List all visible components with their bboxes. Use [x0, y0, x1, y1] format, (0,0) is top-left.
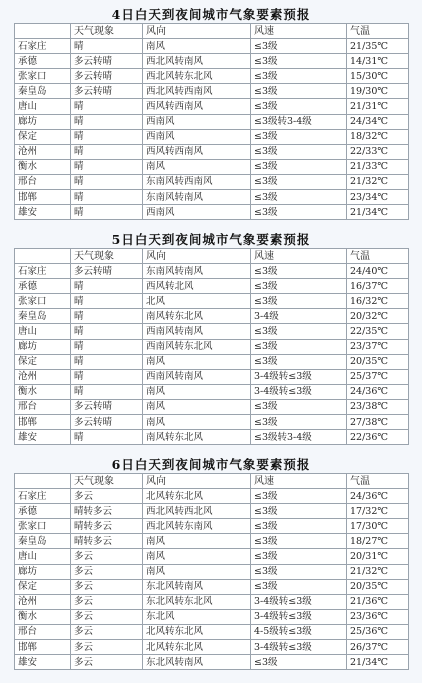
table-cell: 北风: [143, 294, 251, 309]
table-cell: 东南风转西南风: [143, 174, 251, 189]
table-cell: ≤3级转3-4级: [251, 114, 347, 129]
table-row: [15, 264, 409, 279]
table-cell: 雄安: [15, 205, 71, 220]
forecast-table: [14, 23, 409, 220]
table-cell: 唐山: [15, 549, 71, 564]
table-cell: ≤3级: [251, 504, 347, 519]
table-cell: 17/32℃: [347, 504, 409, 519]
table-cell: 南风转东北风: [143, 430, 251, 445]
table-cell: 西南风转东北风: [143, 339, 251, 354]
table-cell: 多云: [71, 655, 143, 670]
table-cell: 衡水: [15, 159, 71, 174]
table-cell: 晴: [71, 294, 143, 309]
table-cell: ≤3级: [251, 264, 347, 279]
table-row: [15, 549, 409, 564]
table-row: [15, 609, 409, 624]
table-cell: 多云: [71, 624, 143, 639]
table-cell: 晴: [71, 369, 143, 384]
table-row: [15, 309, 409, 324]
table-cell: 多云: [71, 564, 143, 579]
table-cell: 张家口: [15, 519, 71, 534]
table-cell: 多云: [71, 579, 143, 594]
table-cell: 晴: [71, 324, 143, 339]
table-cell: 南风: [143, 159, 251, 174]
table-cell: 南风: [143, 39, 251, 54]
table-cell: 20/32℃: [347, 309, 409, 324]
table-cell: 21/34℃: [347, 205, 409, 220]
day-block-5: [14, 231, 408, 445]
table-cell: 22/35℃: [347, 324, 409, 339]
table-cell: 西北风转东南风: [143, 519, 251, 534]
table-cell: 20/31℃: [347, 549, 409, 564]
table-cell: ≤3级: [251, 174, 347, 189]
table-row: [15, 114, 409, 129]
table-row: [15, 489, 409, 504]
table-cell: 沧州: [15, 369, 71, 384]
table-cell: 24/36℃: [347, 384, 409, 399]
table-cell: 邢台: [15, 174, 71, 189]
table-cell: ≤3级转3-4级: [251, 430, 347, 445]
table-cell: ≤3级: [251, 354, 347, 369]
table-cell: 多云: [71, 609, 143, 624]
table-row: [15, 129, 409, 144]
table-cell: 24/36℃: [347, 489, 409, 504]
table-cell: 晴: [71, 430, 143, 445]
table-row: [15, 594, 409, 609]
table-cell: 石家庄: [15, 264, 71, 279]
table-cell: ≤3级: [251, 294, 347, 309]
table-cell: 晴: [71, 39, 143, 54]
column-header: 风向: [143, 24, 251, 39]
table-cell: 3-4级转≤3级: [251, 640, 347, 655]
table-cell: 南风: [143, 564, 251, 579]
table-cell: 晴: [71, 339, 143, 354]
table-cell: 16/32℃: [347, 294, 409, 309]
table-cell: 西风转西南风: [143, 99, 251, 114]
table-cell: ≤3级: [251, 564, 347, 579]
table-cell: 3-4级转≤3级: [251, 384, 347, 399]
column-header: 天气现象: [71, 474, 143, 489]
table-row: [15, 504, 409, 519]
table-cell: 石家庄: [15, 39, 71, 54]
table-cell: 邢台: [15, 399, 71, 414]
table-row: [15, 624, 409, 639]
table-cell: 北风转东北风: [143, 489, 251, 504]
table-cell: 西北风转东北风: [143, 69, 251, 84]
table-cell: 20/35℃: [347, 579, 409, 594]
table-cell: 多云: [71, 640, 143, 655]
column-header: 天气现象: [71, 24, 143, 39]
column-header: 天气现象: [71, 249, 143, 264]
table-cell: 17/30℃: [347, 519, 409, 534]
table-cell: 22/33℃: [347, 144, 409, 159]
table-cell: 24/40℃: [347, 264, 409, 279]
table-cell: ≤3级: [251, 54, 347, 69]
table-cell: 21/33℃: [347, 159, 409, 174]
table-cell: 南风转东北风: [143, 309, 251, 324]
table-cell: 晴: [71, 144, 143, 159]
table-cell: 西风转西南风: [143, 144, 251, 159]
table-cell: 26/37℃: [347, 640, 409, 655]
table-cell: 西南风: [143, 205, 251, 220]
table-cell: 晴: [71, 159, 143, 174]
table-cell: 3-4级转≤3级: [251, 594, 347, 609]
table-cell: 晴: [71, 354, 143, 369]
column-header: [15, 249, 71, 264]
table-cell: 3-4级转≤3级: [251, 369, 347, 384]
table-cell: 西北风转南风: [143, 54, 251, 69]
table-cell: ≤3级: [251, 129, 347, 144]
table-cell: 多云转晴: [71, 84, 143, 99]
table-cell: 晴: [71, 190, 143, 205]
table-cell: 晴: [71, 279, 143, 294]
table-row: [15, 174, 409, 189]
table-cell: 21/35℃: [347, 39, 409, 54]
column-header: 风速: [251, 249, 347, 264]
table-cell: 21/31℃: [347, 99, 409, 114]
table-cell: 保定: [15, 129, 71, 144]
table-row: [15, 99, 409, 114]
table-cell: 南风: [143, 399, 251, 414]
table-cell: 廊坊: [15, 114, 71, 129]
table-cell: 21/36℃: [347, 594, 409, 609]
table-cell: 唐山: [15, 324, 71, 339]
table-cell: 秦皇岛: [15, 309, 71, 324]
table-cell: 晴转多云: [71, 504, 143, 519]
table-cell: 承德: [15, 279, 71, 294]
table-cell: 邢台: [15, 624, 71, 639]
table-cell: ≤3级: [251, 489, 347, 504]
table-cell: 晴转多云: [71, 534, 143, 549]
table-cell: 北风转东北风: [143, 640, 251, 655]
column-header: 气温: [347, 474, 409, 489]
table-cell: 东北风转南风: [143, 579, 251, 594]
table-cell: 保定: [15, 354, 71, 369]
table-cell: 石家庄: [15, 489, 71, 504]
table-cell: 南风: [143, 534, 251, 549]
table-row: [15, 69, 409, 84]
table-cell: 晴转多云: [71, 519, 143, 534]
table-row: [15, 579, 409, 594]
table-cell: 南风: [143, 549, 251, 564]
table-cell: 南风: [143, 384, 251, 399]
day-block-6: [14, 456, 408, 670]
table-header-row: [15, 474, 409, 489]
table-cell: 西南风: [143, 114, 251, 129]
column-header: [15, 474, 71, 489]
table-cell: 23/37℃: [347, 339, 409, 354]
table-cell: 晴: [71, 174, 143, 189]
table-cell: 21/32℃: [347, 564, 409, 579]
table-row: [15, 640, 409, 655]
table-cell: ≤3级: [251, 415, 347, 430]
table-row: [15, 84, 409, 99]
table-cell: 24/34℃: [347, 114, 409, 129]
table-cell: ≤3级: [251, 339, 347, 354]
table-cell: 多云转晴: [71, 264, 143, 279]
table-row: [15, 384, 409, 399]
table-row: [15, 294, 409, 309]
table-row: [15, 144, 409, 159]
table-cell: 承德: [15, 504, 71, 519]
table-cell: 南风: [143, 415, 251, 430]
table-cell: 23/38℃: [347, 399, 409, 414]
table-row: [15, 534, 409, 549]
table-cell: 15/30℃: [347, 69, 409, 84]
table-cell: ≤3级: [251, 519, 347, 534]
table-row: [15, 564, 409, 579]
table-row: [15, 519, 409, 534]
table-cell: 沧州: [15, 594, 71, 609]
table-cell: ≤3级: [251, 144, 347, 159]
table-row: [15, 655, 409, 670]
table-cell: 北风转东北风: [143, 624, 251, 639]
table-cell: 张家口: [15, 294, 71, 309]
table-cell: 19/30℃: [347, 84, 409, 99]
forecast-table: [14, 473, 409, 670]
table-cell: ≤3级: [251, 549, 347, 564]
table-row: [15, 205, 409, 220]
table-cell: ≤3级: [251, 399, 347, 414]
table-cell: 多云: [71, 489, 143, 504]
table-cell: 西南风: [143, 129, 251, 144]
day-title: 4日白天到夜间城市气象要素预报: [111, 7, 311, 22]
table-row: [15, 324, 409, 339]
table-cell: 23/36℃: [347, 609, 409, 624]
column-header: [15, 24, 71, 39]
forecast-table: [14, 248, 409, 445]
table-cell: 邯郸: [15, 640, 71, 655]
day-block-4: [14, 6, 408, 220]
table-cell: 晴: [71, 205, 143, 220]
table-cell: 22/36℃: [347, 430, 409, 445]
table-cell: ≤3级: [251, 279, 347, 294]
table-row: [15, 190, 409, 205]
table-cell: 西风转北风: [143, 279, 251, 294]
table-cell: ≤3级: [251, 579, 347, 594]
table-cell: 21/34℃: [347, 655, 409, 670]
table-header-row: [15, 249, 409, 264]
table-row: [15, 354, 409, 369]
table-cell: 晴: [71, 129, 143, 144]
table-cell: 西北风转西南风: [143, 84, 251, 99]
table-cell: 16/37℃: [347, 279, 409, 294]
column-header: 气温: [347, 249, 409, 264]
table-cell: 邯郸: [15, 190, 71, 205]
table-cell: 廊坊: [15, 564, 71, 579]
table-cell: ≤3级: [251, 39, 347, 54]
table-cell: 张家口: [15, 69, 71, 84]
table-cell: 东南风转南风: [143, 190, 251, 205]
table-cell: 14/31℃: [347, 54, 409, 69]
table-cell: ≤3级: [251, 324, 347, 339]
table-cell: ≤3级: [251, 190, 347, 205]
table-cell: ≤3级: [251, 99, 347, 114]
table-row: [15, 415, 409, 430]
table-cell: 20/35℃: [347, 354, 409, 369]
table-cell: 秦皇岛: [15, 534, 71, 549]
table-cell: ≤3级: [251, 69, 347, 84]
table-cell: 多云转晴: [71, 415, 143, 430]
table-cell: 邯郸: [15, 415, 71, 430]
table-cell: 25/36℃: [347, 624, 409, 639]
column-header: 风向: [143, 474, 251, 489]
table-cell: 秦皇岛: [15, 84, 71, 99]
table-cell: 27/38℃: [347, 415, 409, 430]
table-cell: 晴: [71, 309, 143, 324]
table-cell: 多云: [71, 594, 143, 609]
table-cell: 东南风转南风: [143, 264, 251, 279]
table-cell: 多云转晴: [71, 54, 143, 69]
table-header-row: [15, 24, 409, 39]
table-cell: 西南风转南风: [143, 324, 251, 339]
table-row: [15, 54, 409, 69]
table-row: [15, 339, 409, 354]
table-cell: 东北风: [143, 609, 251, 624]
table-cell: ≤3级: [251, 205, 347, 220]
table-row: [15, 399, 409, 414]
table-cell: 晴: [71, 384, 143, 399]
table-cell: 南风: [143, 354, 251, 369]
table-row: [15, 369, 409, 384]
table-cell: 21/32℃: [347, 174, 409, 189]
table-cell: 东北风转南风: [143, 655, 251, 670]
table-cell: 衡水: [15, 384, 71, 399]
table-cell: 3-4级: [251, 309, 347, 324]
table-cell: 多云转晴: [71, 69, 143, 84]
table-cell: 承德: [15, 54, 71, 69]
table-cell: 雄安: [15, 655, 71, 670]
table-cell: 3-4级转≤3级: [251, 609, 347, 624]
table-row: [15, 39, 409, 54]
table-cell: 18/32℃: [347, 129, 409, 144]
table-cell: 衡水: [15, 609, 71, 624]
table-row: [15, 279, 409, 294]
table-cell: ≤3级: [251, 655, 347, 670]
table-cell: ≤3级: [251, 534, 347, 549]
column-header: 气温: [347, 24, 409, 39]
table-row: [15, 159, 409, 174]
table-cell: 23/34℃: [347, 190, 409, 205]
table-cell: ≤3级: [251, 159, 347, 174]
table-cell: 唐山: [15, 99, 71, 114]
table-cell: 18/27℃: [347, 534, 409, 549]
table-cell: 4-5级转≤3级: [251, 624, 347, 639]
column-header: 风向: [143, 249, 251, 264]
table-cell: 西南风转南风: [143, 369, 251, 384]
table-cell: 多云: [71, 549, 143, 564]
column-header: 风速: [251, 474, 347, 489]
table-cell: 25/37℃: [347, 369, 409, 384]
table-cell: 保定: [15, 579, 71, 594]
table-cell: 晴: [71, 114, 143, 129]
table-cell: ≤3级: [251, 84, 347, 99]
table-cell: 晴: [71, 99, 143, 114]
table-cell: 多云转晴: [71, 399, 143, 414]
table-cell: 雄安: [15, 430, 71, 445]
table-cell: 东北风转东北风: [143, 594, 251, 609]
day-title: 5日白天到夜间城市气象要素预报: [111, 232, 311, 247]
table-row: [15, 430, 409, 445]
table-cell: 西北风转西北风: [143, 504, 251, 519]
table-cell: 沧州: [15, 144, 71, 159]
table-cell: 廊坊: [15, 339, 71, 354]
day-title: 6日白天到夜间城市气象要素预报: [111, 457, 311, 472]
column-header: 风速: [251, 24, 347, 39]
